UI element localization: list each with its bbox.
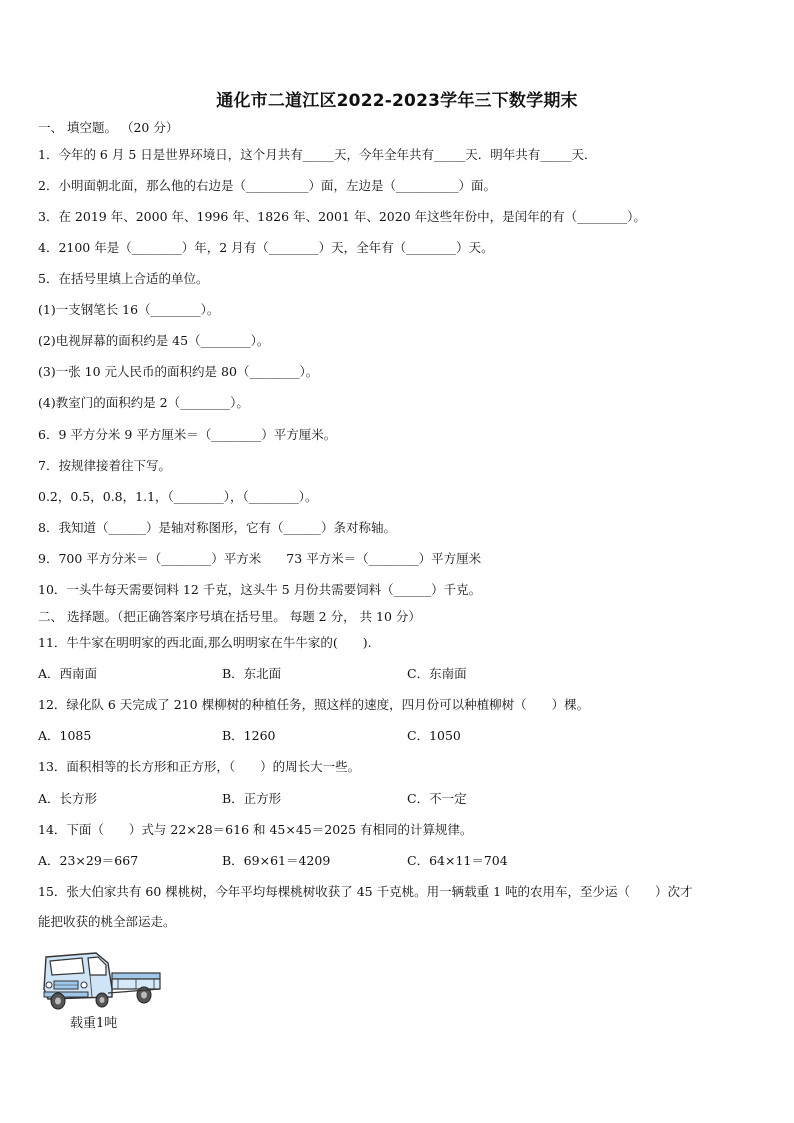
q14-option-a: A．23×29＝667	[38, 853, 139, 868]
q13-option-a: A．长方形	[38, 791, 98, 806]
question-15-line-2: 能把收获的桃全部运走。	[38, 914, 176, 929]
section-2-heading: 二、 选择题。（把正确答案序号填在括号里。 每题 2 分， 共 10 分）	[38, 609, 421, 624]
question-3: 3．在 2019 年、2000 年、1996 年、1826 年、2001 年、2020 年这些年份中，是闰年的有（________）。	[38, 209, 646, 224]
question-13: 13．面积相等的长方形和正方形，（ ）的周长大一些。	[38, 759, 361, 774]
question-5-3: (3)一张 10 元人民币的面积约是 80（________）。	[38, 364, 319, 379]
question-11: 11．牛牛家在明明家的西北面,那么明明家在牛牛家的( ).	[38, 635, 372, 650]
question-12: 12．绿化队 6 天完成了 210 棵柳树的种植任务，照这样的速度，四月份可以种植柳树（ ）棵。	[38, 697, 590, 712]
question-15-line-1: 15．张大伯家共有 60 棵桃树，今年平均每棵桃树收获了 45 千克桃。用一辆载重 1 吨的农用车，至少运（ ）次才	[38, 884, 693, 899]
question-14: 14．下面（ ）式与 22×28＝616 和 45×45＝2025 有相同的计算规律。	[38, 822, 473, 837]
question-7-sequence: 0.2，0.5，0.8，1.1，（________），（________）。	[38, 489, 318, 504]
q11-option-c: C．东南面	[407, 666, 467, 681]
q11-option-b: B．东北面	[222, 666, 282, 681]
question-5-2: (2)电视屏幕的面积约是 45（________）。	[38, 333, 270, 348]
question-9: 9．700 平方分米＝（________）平方米 73 平方米＝（________）平方厘米	[38, 551, 482, 566]
q14-option-c: C．64×11＝704	[407, 853, 508, 868]
question-7: 7．按规律接着往下写。	[38, 458, 171, 473]
truck-caption: 载重1吨	[70, 1016, 118, 1031]
q12-option-c: C．1050	[407, 728, 461, 743]
question-2: 2．小明面朝北面，那么他的右边是（__________）面，左边是（__________）面。	[38, 178, 496, 193]
question-5-1: (1)一支钢笔长 16（________）。	[38, 302, 220, 317]
q13-option-c: C．不一定	[407, 791, 467, 806]
q11-option-a: A．西南面	[38, 666, 98, 681]
question-5-4: (4)教室门的面积约是 2（________）。	[38, 395, 249, 410]
q12-option-b: B．1260	[222, 728, 276, 743]
truck-illustration	[40, 945, 165, 1013]
question-4: 4．2100 年是（________）年，2 月有（________）天，全年有（________）天。	[38, 240, 494, 255]
section-1-heading: 一、 填空题。 （20 分）	[38, 120, 179, 135]
q12-option-a: A．1085	[38, 728, 92, 743]
question-8: 8．我知道（______）是轴对称图形，它有（______）条对称轴。	[38, 520, 396, 535]
question-5: 5．在括号里填上合适的单位。	[38, 271, 209, 286]
question-10: 10．一头牛每天需要饲料 12 千克，这头牛 5 月份共需要饲料（______）千克。	[38, 582, 482, 597]
q13-option-b: B．正方形	[222, 791, 282, 806]
q14-option-b: B．69×61＝4209	[222, 853, 331, 868]
question-1: 1．今年的 6 月 5 日是世界环境日，这个月共有_____天，今年全年共有_____天．明年共有_____天．	[38, 147, 597, 162]
page-title: 通化市二道江区2022-2023学年三下数学期末	[216, 91, 578, 111]
question-6: 6．9 平方分米 9 平方厘米＝（________）平方厘米。	[38, 427, 337, 442]
